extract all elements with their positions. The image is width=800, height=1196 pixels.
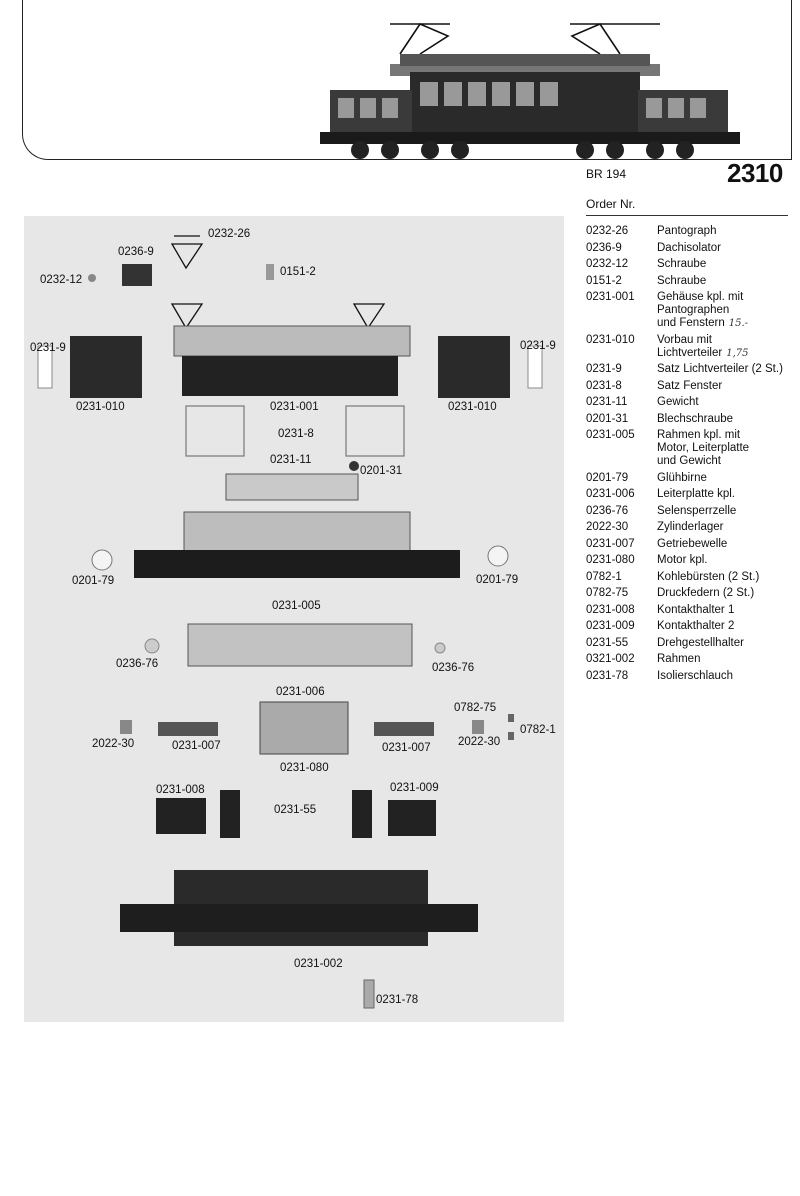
model-number: 2310 xyxy=(727,158,783,188)
part-row xyxy=(586,334,800,360)
part-number: 0231-080 xyxy=(586,554,635,566)
label-bulb-left: 0201-79 xyxy=(72,575,115,587)
part-row xyxy=(586,413,800,426)
part-description-text: Getriebewelle xyxy=(657,537,728,550)
part-row xyxy=(586,291,800,330)
part-number: 0231-9 xyxy=(586,363,622,375)
part-number: 0231-001 xyxy=(586,291,635,303)
part-description-text: Rahmen kpl. mit Motor, Leiterplatte und Gewicht xyxy=(657,429,750,467)
part-description xyxy=(657,225,800,238)
part-row xyxy=(586,258,800,271)
order-heading: Order Nr. xyxy=(586,197,636,211)
parts-drawing xyxy=(24,216,564,1022)
part-description xyxy=(657,396,800,409)
part-row xyxy=(586,363,800,376)
label-diode-left: 0236-76 xyxy=(116,658,159,670)
part-number: 0231-8 xyxy=(586,379,622,392)
part-row xyxy=(586,488,800,501)
label-frame: 0231-002 xyxy=(294,958,343,970)
part-description xyxy=(657,587,800,600)
part-description-text: Leiterplatte kpl. xyxy=(657,488,735,500)
part-description xyxy=(657,538,800,551)
label-light-left: 0231-9 xyxy=(30,342,66,354)
exploded-parts-photo xyxy=(24,216,564,1022)
part-description-text: Pantograph xyxy=(657,225,717,237)
part-row xyxy=(586,653,800,666)
part-description-text: Satz Fenster xyxy=(657,379,723,392)
label-bearing-left: 2022-30 xyxy=(92,738,135,750)
label-screw-left: 0232-12 xyxy=(40,274,83,286)
part-number: 0231-005 xyxy=(586,429,635,441)
part-description xyxy=(657,275,800,288)
handwritten-price-note: 1,75 xyxy=(726,347,749,359)
part-description-text: Schraube xyxy=(657,258,707,270)
part-number: 0201-31 xyxy=(586,412,629,425)
part-row xyxy=(586,620,800,633)
label-roof-isolator: 0236-9 xyxy=(118,246,154,258)
part-number: 0231-010 xyxy=(586,333,635,346)
part-number: 0232-26 xyxy=(586,225,629,237)
locomotive-illustration xyxy=(320,14,750,162)
part-description xyxy=(657,429,800,468)
part-description-text: Kontakthalter 2 xyxy=(657,620,735,632)
part-number: 0231-006 xyxy=(586,488,635,500)
part-number: 0201-79 xyxy=(586,471,629,484)
label-bogie-holder: 0231-55 xyxy=(274,804,317,816)
label-motor: 0231-080 xyxy=(280,762,329,774)
part-description-text: Druckfedern (2 St.) xyxy=(657,587,755,599)
part-row xyxy=(586,604,800,617)
label-hood-right: 0231-010 xyxy=(448,401,497,413)
part-row xyxy=(586,521,800,534)
part-description xyxy=(657,488,800,501)
label-worm-left: 0231-007 xyxy=(172,740,221,752)
part-row xyxy=(586,670,800,683)
part-row xyxy=(586,571,800,584)
label-worm-right: 0231-007 xyxy=(382,742,431,754)
part-description-text: Kohlebürsten (2 St.) xyxy=(657,570,760,583)
part-number: 0231-009 xyxy=(586,620,635,632)
part-description-text: Kontakthalter 1 xyxy=(657,603,735,616)
part-description-text: Motor kpl. xyxy=(657,554,708,566)
part-description xyxy=(657,554,800,567)
part-number: 2022-30 xyxy=(586,521,629,533)
part-description xyxy=(657,380,800,393)
part-description-text: Gewicht xyxy=(657,396,699,408)
part-description-text: Drehgestellhalter xyxy=(657,636,744,649)
part-number: 0151-2 xyxy=(586,274,622,287)
part-description-text: Zylinderlager xyxy=(657,521,724,533)
part-row xyxy=(586,275,800,288)
part-description xyxy=(657,472,800,485)
part-row xyxy=(586,472,800,485)
part-description-text: Blechschraube xyxy=(657,412,734,425)
part-description xyxy=(657,653,800,666)
part-description xyxy=(657,334,800,360)
part-number: 0236-9 xyxy=(586,241,622,254)
part-number: 0231-007 xyxy=(586,537,635,550)
part-row xyxy=(586,242,800,255)
part-description xyxy=(657,291,800,330)
part-row xyxy=(586,396,800,409)
part-description-text: Selensperrzelle xyxy=(657,504,737,517)
part-number: 0231-78 xyxy=(586,669,629,682)
label-windows: 0231-8 xyxy=(278,428,314,440)
label-contact-2: 0231-009 xyxy=(390,782,439,794)
order-rule xyxy=(586,215,788,216)
part-row xyxy=(586,505,800,518)
part-number: 0782-75 xyxy=(586,587,629,599)
part-number: 0236-76 xyxy=(586,504,629,517)
label-weight: 0231-11 xyxy=(270,454,312,466)
label-frame-complete: 0231-005 xyxy=(272,600,321,612)
part-description-text: Schraube xyxy=(657,274,707,287)
part-description xyxy=(657,505,800,518)
parts-list xyxy=(586,225,800,686)
label-light-right: 0231-9 xyxy=(520,340,556,352)
part-row xyxy=(586,538,800,551)
part-description-text: Glühbirne xyxy=(657,471,707,484)
part-row xyxy=(586,587,800,600)
part-description xyxy=(657,620,800,633)
part-description-text: Isolierschlauch xyxy=(657,669,734,682)
part-row xyxy=(586,429,800,468)
label-bulb-right: 0201-79 xyxy=(476,574,519,586)
part-row xyxy=(586,225,800,238)
part-description xyxy=(657,242,800,255)
part-number: 0321-002 xyxy=(586,653,635,665)
label-hood-left: 0231-010 xyxy=(76,401,125,413)
part-description-text: Satz Lichtverteiler (2 St.) xyxy=(657,363,783,375)
label-bearing-right: 2022-30 xyxy=(458,736,501,748)
label-pantograph: 0232-26 xyxy=(208,228,251,240)
part-description-text: Dachisolator xyxy=(657,241,721,254)
part-number: 0231-55 xyxy=(586,636,629,649)
part-description xyxy=(657,258,800,271)
part-number: 0231-008 xyxy=(586,603,635,616)
model-label: BR 194 xyxy=(586,167,627,181)
part-description xyxy=(657,413,800,426)
label-springs: 0782-75 xyxy=(454,702,497,714)
label-screw-right: 0151-2 xyxy=(280,266,316,278)
part-description xyxy=(657,363,800,376)
part-row xyxy=(586,380,800,393)
part-row xyxy=(586,554,800,567)
part-number: 0232-12 xyxy=(586,258,629,270)
label-diode-right: 0236-76 xyxy=(432,662,475,674)
label-housing: 0231-001 xyxy=(270,401,319,413)
handwritten-price-note: 15.- xyxy=(728,318,749,329)
part-description-text: Gehäuse kpl. mit Pantographen und Fenstern xyxy=(657,291,744,329)
part-row xyxy=(586,637,800,650)
part-description-text: Vorbau mit Lichtverteiler xyxy=(657,333,723,359)
part-description-text: Rahmen xyxy=(657,653,701,665)
part-description xyxy=(657,637,800,650)
label-sheet-screw: 0201-31 xyxy=(360,465,403,477)
label-circuit-board: 0231-006 xyxy=(276,686,325,698)
part-number: 0231-11 xyxy=(586,396,628,408)
part-description xyxy=(657,670,800,683)
label-insulating-tube: 0231-78 xyxy=(376,994,419,1006)
part-number: 0782-1 xyxy=(586,570,622,583)
part-description xyxy=(657,521,800,534)
part-description xyxy=(657,604,800,617)
label-brushes: 0782-1 xyxy=(520,724,556,736)
label-contact-1: 0231-008 xyxy=(156,784,205,796)
part-description xyxy=(657,571,800,584)
